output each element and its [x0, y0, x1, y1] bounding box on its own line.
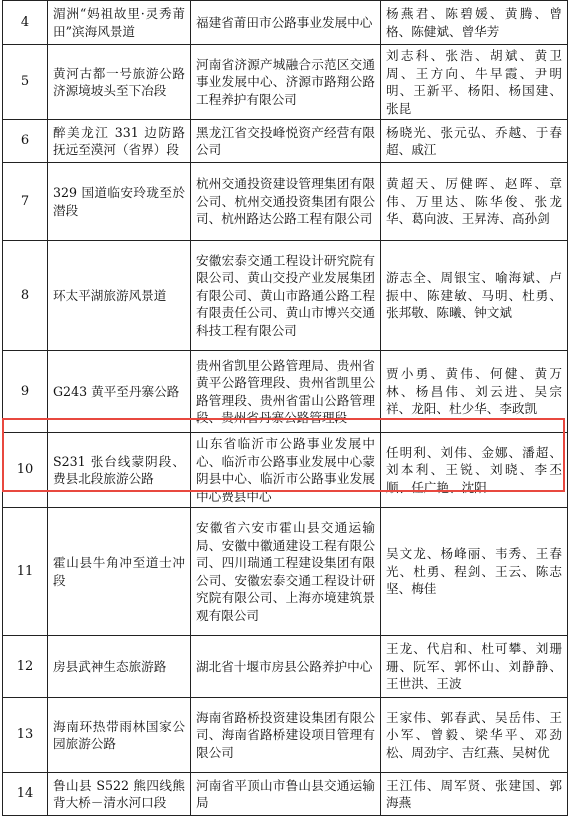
table-row	[3, 508, 568, 636]
project-name: S231 张台线蒙阴段、费县北段旅游公路	[48, 433, 191, 508]
row-number: 12	[3, 636, 48, 698]
people-list: 游志全、周银宝、喻海斌、卢振中、陈建敏、马明、杜勇、张邦敬、陈曦、钟文斌	[381, 241, 568, 351]
project-name: 醉美龙江 331 边防路抚远至漠河（省界）段	[48, 120, 191, 163]
unit-name: 贵州省凯里公路管理局、贵州省黄平公路管理段、贵州省凯里公路管理段、贵州省雷山公路管理段、贵州省丹寨公路管理段	[191, 351, 381, 433]
row-number: 4	[3, 1, 48, 45]
people-list: 刘志科、张浩、胡斌、黄卫周、王方向、牛早霞、尹明明、王新平、杨阳、杨国建、张昆	[381, 45, 568, 120]
project-name: 湄洲“妈祖故里·灵秀莆田”滨海风景道	[48, 1, 191, 45]
row-number: 13	[3, 698, 48, 773]
people-list: 任明利、刘伟、金娜、潘超、刘本利、王锐、刘晓、李丕顺、任广艳、沈阳	[381, 433, 568, 508]
project-name: 329 国道临安玲珑至於潜段	[48, 163, 191, 241]
table-row	[3, 636, 568, 698]
row-number: 9	[3, 351, 48, 433]
people-list: 贾小勇、黄伟、何健、黄万林、杨昌伟、刘云进、吴宗祥、龙阳、杜少华、李政凯	[381, 351, 568, 433]
row-number: 7	[3, 163, 48, 241]
row-number: 5	[3, 45, 48, 120]
unit-name: 安徽省六安市霍山县交通运输局、安徽中徽通建设工程有限公司、四川瑞通工程建设集团有限公司、安徽宏泰交通工程设计研究院有限公司、上海亦境建筑景观有限公司	[191, 508, 381, 636]
row-number: 11	[3, 508, 48, 636]
table-row	[3, 163, 568, 241]
row-number: 6	[3, 120, 48, 163]
project-name: 海南环热带雨林国家公园旅游公路	[48, 698, 191, 773]
unit-name: 山东省临沂市公路事业发展中心、临沂市公路事业发展中心蒙阴县中心、临沂市公路事业发展中心费县中心	[191, 433, 381, 508]
table-row	[3, 45, 568, 120]
table-row	[3, 698, 568, 773]
table-row	[3, 433, 568, 508]
award-table	[2, 0, 568, 816]
unit-name: 安徽宏泰交通工程设计研究院有限公司、黄山交投产业发展集团有限公司、黄山市路通公路工程有限责任公司、黄山市博兴交通科技工程有限公司	[191, 241, 381, 351]
people-list: 吴文龙、杨峰丽、韦秀、王春光、杜勇、程剑、王云、陈志坚、梅佳	[381, 508, 568, 636]
project-name: 黄河古都一号旅游公路济源境坡头至下冶段	[48, 45, 191, 120]
row-number: 14	[3, 773, 48, 816]
unit-name: 杭州交通投资建设管理集团有限公司、杭州交通投资集团有限公司、杭州路达公路工程有限公司	[191, 163, 381, 241]
project-name: 房县武神生态旅游路	[48, 636, 191, 698]
row-number: 8	[3, 241, 48, 351]
project-name: 鲁山县 S522 熊四线熊背大桥－清水河口段	[48, 773, 191, 816]
table-row	[3, 1, 568, 45]
people-list: 黄超天、厉健晖、赵晖、章伟、万里达、陈华俊、张龙华、葛向波、王昇涛、高孙剑	[381, 163, 568, 241]
people-list: 杨晓光、张元弘、乔越、于春超、戚江	[381, 120, 568, 163]
unit-name: 河南省平顶山市鲁山县交通运输局	[191, 773, 381, 816]
unit-name: 海南省路桥投资建设集团有限公司、海南省路桥建设项目管理有限公司	[191, 698, 381, 773]
unit-name: 黑龙江省交投峰悦资产经营有限公司	[191, 120, 381, 163]
unit-name: 河南省济源产城融合示范区交通事业发展中心、济源市路翔公路工程养护有限公司	[191, 45, 381, 120]
table-row	[3, 351, 568, 433]
project-name: 霍山县牛角冲至道士冲段	[48, 508, 191, 636]
people-list: 王龙、代启和、杜可攀、刘珊珊、阮军、郭怀山、刘静静、王世洪、王波	[381, 636, 568, 698]
table-row	[3, 773, 568, 816]
table-row	[3, 241, 568, 351]
row-number: 10	[3, 433, 48, 508]
people-list: 王家伟、郭春武、吴岳伟、王小军、曾毅、梁华平、邓劲松、周劲宇、吉红燕、吴树优	[381, 698, 568, 773]
table-row	[3, 120, 568, 163]
unit-name: 湖北省十堰市房县公路养护中心	[191, 636, 381, 698]
people-list: 王江伟、周军贤、张建国、郭海燕	[381, 773, 568, 816]
project-name: G243 黄平至丹寨公路	[48, 351, 191, 433]
unit-name: 福建省莆田市公路事业发展中心	[191, 1, 381, 45]
people-list: 杨燕君、陈碧媛、黄腾、曾格、陈健斌、曾华芳	[381, 1, 568, 45]
project-name: 环太平湖旅游风景道	[48, 241, 191, 351]
